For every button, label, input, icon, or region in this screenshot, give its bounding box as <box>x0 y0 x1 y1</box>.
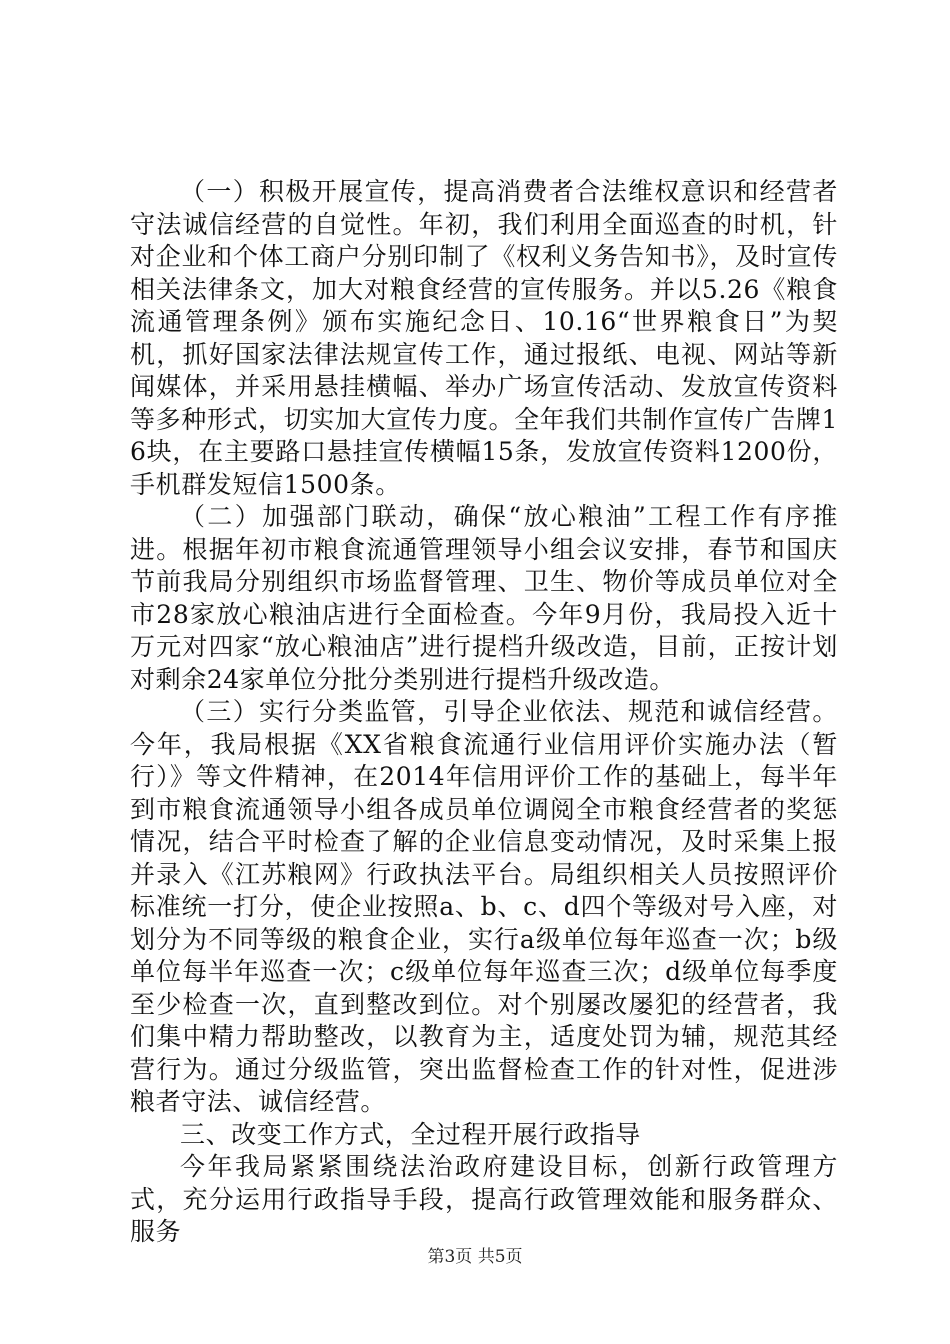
paragraph-administrative-guidance: 今年我局紧紧围绕法治政府建设目标，创新行政管理方式，充分运用行政指导手段，提高行政管理效能和服务群众、服务 <box>130 1152 838 1246</box>
section-heading: 三、改变工作方式，全过程开展行政指导 <box>180 1119 641 1149</box>
paragraph-publicity: （一）积极开展宣传，提高消费者合法维权意识和经营者守法诚信经营的自觉性。年初，我们利用全面巡查的时机，针对企业和个体工商户分别印制了《权利义务告知书》，及时宣传相关法律条文，加大对粮食经营的宣传服务。并以5.26《粮食流通管理条例》颁布实施纪念日、10.16“世界粮食日”为契机，抓好国家法律法规宣传工作，通过报纸、电视、网站等新闻媒体，并采用悬挂横幅、举办广场宣传活动、发放宣传资料等多种形式，切实加大宣传力度。全年我们共制作宣传广告牌16块，在主要路口悬挂宣传横幅15条，发放宣传资料1200份，手机群发短信1500条。 <box>130 177 838 499</box>
page-footer: 第3页 共5页 <box>427 1247 523 1267</box>
paragraph-classified-supervision: （三）实行分类监管，引导企业依法、规范和诚信经营。今年，我局根据《XX省粮食流通行业信用评价实施办法（暂行）》等文件精神，在2014年信用评价工作的基础上，每半年到市粮食流通领导小组各成员单位调阅全市粮食经营者的奖惩情况，结合平时检查了解的企业信息变动情况，及时采集上报并录入《江苏粮网》行政执法平台。局组织相关人员按照评价标准统一打分，使企业按照a、b、c、d四个等级对号入座，对划分为不同等级的粮食企业，实行a级单位每年巡查一次；b级单位每半年巡查一次；c级单位每年巡查三次；d级单位每季度至少检查一次，直到整改到位。对个别屡改屡犯的经营者，我们集中精力帮助整改，以教育为主，适度处罚为辅，规范其经营行为。通过分级监管，突出监督检查工作的针对性，促进涉粮者守法、诚信经营。 <box>130 697 838 1116</box>
paragraph-department-linkage: （二）加强部门联动，确保“放心粮油”工程工作有序推进。根据年初市粮食流通管理领导小组会议安排，春节和国庆节前我局分别组织市场监督管理、卫生、物价等成员单位对全市28家放心粮油店进行全面检查。今年9月份，我局投入近十万元对四家“放心粮油店”进行提档升级改造，目前，正按计划对剩余24家单位分批分类别进行提档升级改造。 <box>130 502 838 694</box>
document-body <box>130 176 838 1249</box>
